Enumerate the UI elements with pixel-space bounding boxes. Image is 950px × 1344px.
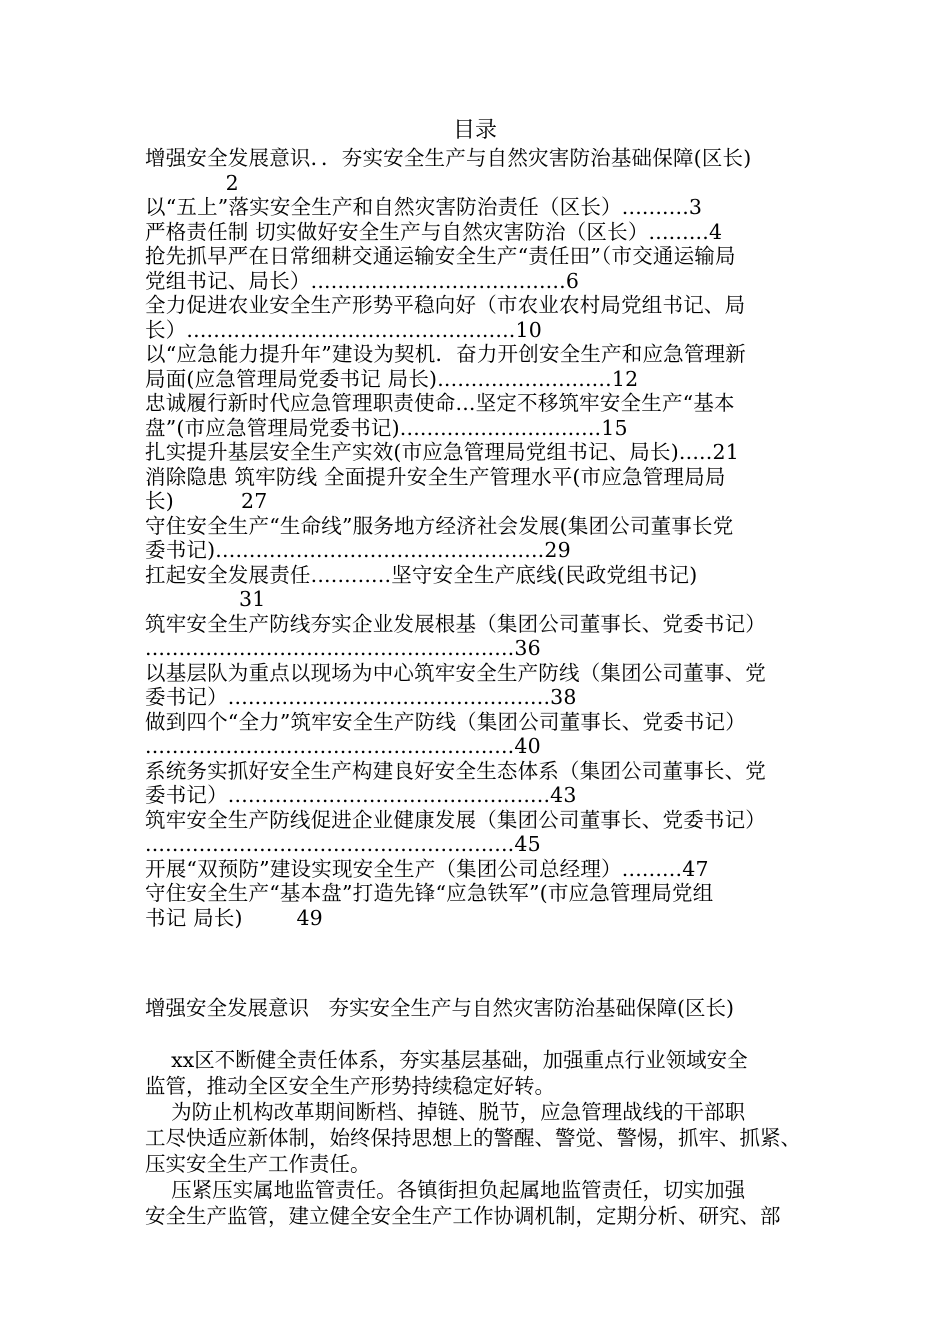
- toc-entry-line: .......................................................40: [145, 734, 541, 758]
- toc-entry-line: 委书记）................................................38: [145, 685, 577, 709]
- table-of-contents: [145, 146, 810, 930]
- toc-entry-line: 书记 局长) 49: [145, 905, 323, 930]
- toc-entry-line: 以“五上”落实安全生产和自然灾害防治责任（区长）..........3: [145, 195, 703, 219]
- toc-entry-line: .......................................................45: [145, 832, 541, 856]
- toc-entry-line: 以“应急能力提升年”建设为契机．奋力开创安全生产和应急管理新: [145, 342, 746, 366]
- toc-entry-line: 做到四个“全力”筑牢安全生产防线（集团公司董事长、党委书记）: [145, 709, 746, 734]
- toc-entry-line: 委书记).................................................29: [145, 538, 571, 562]
- body-text: [145, 1047, 810, 1229]
- toc-entry-line: 筑牢安全生产防线促进企业健康发展（集团公司董事长、党委书记）: [145, 807, 766, 832]
- toc-entry-line: .......................................................36: [145, 636, 541, 660]
- paragraph-line: 工尽快适应新体制，始终保持思想上的警醒、警觉、警惕，抓牢、抓紧、: [145, 1126, 801, 1150]
- toc-entry-line: 开展“双预防”建设实现安全生产（集团公司总经理）.........47: [145, 856, 709, 881]
- toc-entry-line: 31: [145, 587, 266, 611]
- toc-entry-line: 抢先抓早严在日常细耕交通运输安全生产“责任田”（市交通运输局: [145, 244, 736, 268]
- paragraph-line: 监管，推动全区安全生产形势持续稳定好转。: [145, 1074, 555, 1098]
- toc-entry-line: 盘”(市应急管理局党委书记)..............................15: [145, 415, 628, 440]
- paragraph-line: 压实安全生产工作责任。: [145, 1152, 371, 1176]
- toc-entry-line: 长) 27: [145, 489, 268, 513]
- blank-line: [145, 1021, 810, 1047]
- paragraph-line: 为防止机构改革期间断档、掉链、脱节，应急管理战线的干部职: [145, 1100, 746, 1124]
- toc-entry-line: 扎实提升基层安全生产实效(市应急管理局党组书记、局长).....21: [145, 440, 739, 464]
- toc-entry-line: 党组书记、局长）......................................6: [145, 268, 580, 293]
- toc-entry-line: 扛起安全发展责任............坚守安全生产底线(民政党组书记): [145, 562, 698, 587]
- toc-entry-line: 筑牢安全生产防线夯实企业发展根基（集团公司董事长、党委书记）: [145, 611, 766, 636]
- paragraph-line: 安全生产监管，建立健全安全生产工作协调机制，定期分析、研究、部: [145, 1204, 781, 1228]
- toc-entry-line: 忠诚履行新时代应急管理职责使命...坚定不移筑牢安全生产“基本: [145, 391, 735, 415]
- toc-entry-line: 严格责任制 切实做好安全生产与自然灾害防治（区长）.........4: [145, 219, 723, 244]
- toc-entry-line: 2: [145, 170, 239, 195]
- toc-entry-line: 全力促进农业安全生产形势平稳向好（市农业农村局党组书记、局: [145, 293, 746, 317]
- toc-entry-line: 守住安全生产“基本盘”打造先锋“应急铁军”(市应急管理局党组: [145, 881, 714, 905]
- paragraph-line: xx区不断健全责任体系，夯实基层基础，加强重点行业领域安全: [145, 1048, 748, 1072]
- toc-entry-line: 增强安全发展意识．．夯实安全生产与自然灾害防治基础保障(区长): [145, 146, 752, 170]
- toc-entry-line: 消除隐患 筑牢防线 全面提升安全生产管理水平(市应急管理局局: [145, 464, 726, 489]
- body-section: [145, 995, 810, 1229]
- toc-entry-line: 系统务实抓好安全生产构建良好安全生态体系（集团公司董事长、党: [145, 758, 766, 783]
- toc-title: 目录: [452, 118, 497, 143]
- toc-entry-line: 以基层队为重点以现场为中心筑牢安全生产防线（集团公司董事、党: [145, 660, 766, 685]
- section-heading: 增强安全发展意识 夯实安全生产与自然灾害防治基础保障(区长): [145, 996, 735, 1020]
- toc-entry-line: 局面(应急管理局党委书记 局长)..........................12: [145, 366, 639, 391]
- paragraph-line: 压紧压实属地监管责任。各镇街担负起属地监管责任，切实加强: [145, 1178, 746, 1202]
- toc-entry-line: 委书记）................................................43: [145, 783, 577, 807]
- toc-entry-line: 长）.................................................10: [145, 317, 542, 342]
- toc-entry-line: 守住安全生产“生命线”服务地方经济社会发展(集团公司董事长党: [145, 513, 734, 538]
